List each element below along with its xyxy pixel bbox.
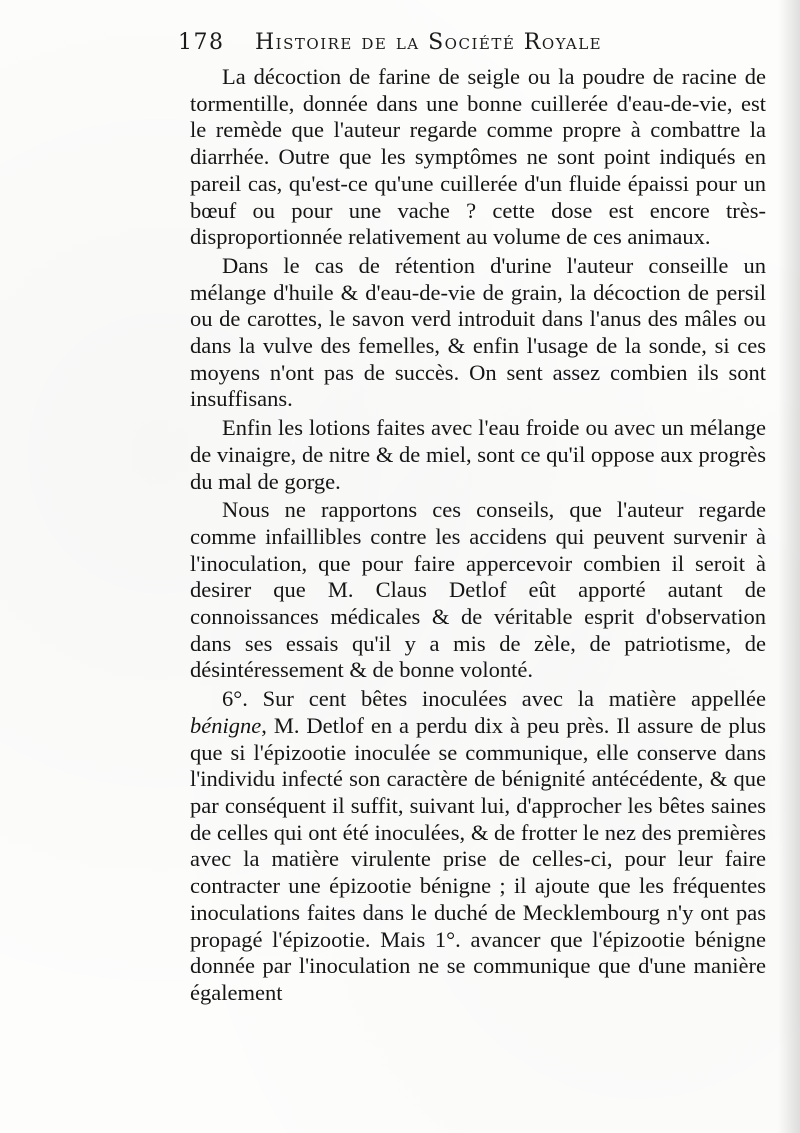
paragraph-six [190,686,766,1006]
page-edge-shadow [778,0,800,1133]
running-title: Histoire de la Société Royale [255,30,603,55]
running-head [178,30,698,55]
page-number: 178 [178,30,225,55]
paragraph-lotions: Enfin les lotions faites avec l'eau froide ou avec un mélange de vinaigre, de nitre & de miel, sont ce qu'il oppose aux progrès du mal de gorge. [190,415,766,494]
body-text [190,64,766,1007]
paragraph-seigle: La décoction de farine de seigle ou la poudre de racine de tormentille, donnée dans une bonne cuillerée d'eau-de-vie, est le remède que l'auteur regarde comme propre à combattre la diarrhée. Outre que les symptômes ne sont point indiqués en pareil cas, qu'est-ce qu'une cuillerée d'un fluide épaissi pour un bœuf ou pour une vache ? cette dose est encore très-disproportionnée relativement au volume de ces animaux. [190,64,766,250]
paragraph-conseils: Nous ne rapportons ces conseils, que l'auteur regarde comme infaillibles contre les accidens qui peuvent survenir à l'inoculation, que pour faire appercevoir combien il seroit à desirer que M. Claus Detlof eût apporté autant de connoissances médicales & de véritable esprit d'observation dans ses essais qu'il y a mis de zèle, de patriotisme, de désintéressement & de bonne volonté. [190,497,766,683]
paragraph-six-after: , M. Detlof en a perdu dix à peu près. Il assure de plus que si l'épizootie inoculée se communique, elle conserve dans l'individu infecté son caractère de bénignité antécédente, & que par conséquent il suffit, suivant lui, d'approcher les bêtes saines de celles qui ont été inoculées, & de frotter le nez des premières avec la matière virulente prise de celles-ci, pour leur faire contracter une épizootie bénigne ; il ajoute que les fréquentes inoculations faites dans le duché de Mecklembourg n'y ont pas propagé l'épizootie. Mais 1°. avancer que l'épizootie bénigne donnée par l'inoculation ne se communique que d'une manière également [190,712,766,1005]
paragraph-retention-urine: Dans le cas de rétention d'urine l'auteur conseille un mélange d'huile & d'eau-de-vie de grain, la décoction de persil ou de carottes, le savon verd introduit dans l'anus des mâles ou dans la vulve des femelles, & enfin l'usage de la sonde, si ces moyens n'ont pas de succès. On sent assez combien ils sont insuffisans. [190,252,766,412]
paragraph-six-emphasis: bénigne [190,712,262,738]
paragraph-six-before: 6°. Sur cent bêtes inoculées avec la matière appellée [222,686,766,712]
